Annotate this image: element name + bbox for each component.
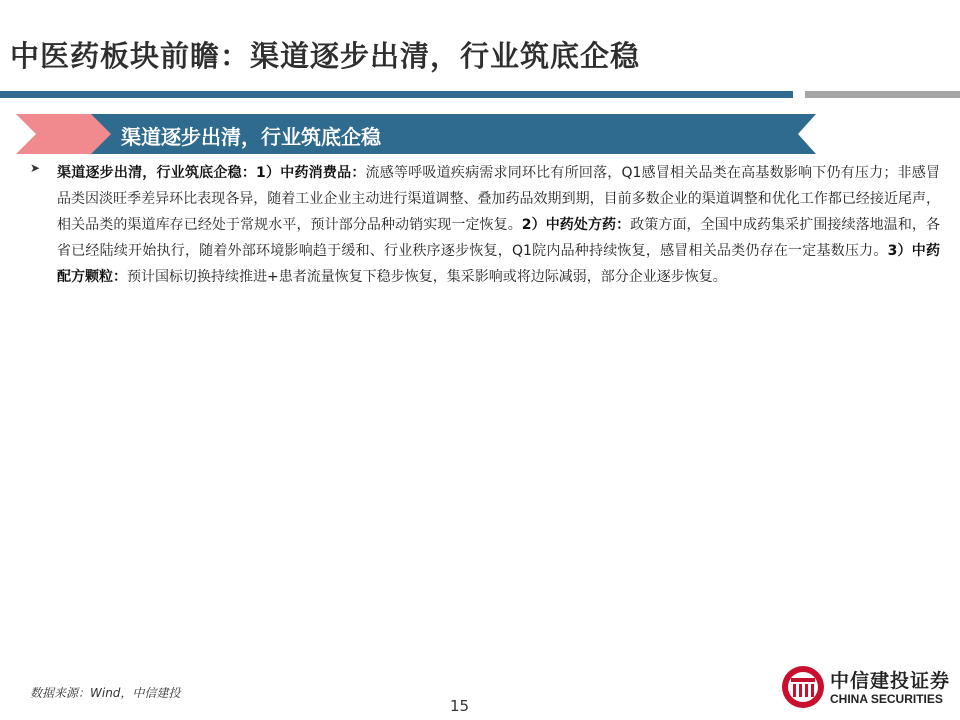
logo-chinese-name: 中信建投证券 — [830, 670, 951, 692]
point1-heading: 渠道逐步出清，行业筑底企稳：1）中药消费品： — [57, 165, 366, 181]
point3-heading: 3）中药配方颗粒： — [57, 243, 940, 285]
title-underline-blue — [0, 91, 793, 98]
logo-english-name: CHINA SECURITIES — [830, 692, 943, 706]
point2-heading: 2）中药处方药： — [521, 217, 631, 233]
title-underline-gray — [805, 91, 960, 98]
logo-emblem-icon — [780, 664, 826, 710]
section-banner — [16, 114, 816, 154]
point2-text: 政策方面，全国中成药集采扩围接续落地温和，各省已经陆续开始执行，随着外部环境影响趋于缓和、行业秩序逐步恢复，Q1院内品种持续恢复，感冒相关品类仍存在一定基数压力。 — [57, 217, 940, 259]
data-source-note: 数据来源：Wind，中信建投 — [30, 686, 181, 700]
point3-text: 预计国标切换持续推进+患者流量恢复下稳步恢复，集采影响或将边际减弱，部分企业逐步恢复。 — [127, 269, 727, 285]
page-number: 15 — [450, 697, 470, 715]
company-logo — [780, 664, 955, 714]
bullet-arrow-icon: ➤ — [30, 161, 41, 175]
banner-title: 渠道逐步出清，行业筑底企稳 — [121, 125, 381, 149]
point1-text: 流感等呼吸道疾病需求同环比有所回落，Q1感冒相关品类在高基数影响下仍有压力；非感冒品类因淡旺季差异环比表现各异，随着工业企业主动进行渠道调整、叠加药品效期到期，目前多数企业的渠道调整和优化工作都已经接近尾声，相关品类的渠道库存已经处于常规水平，预计部分品种动销实现一定恢复。 — [57, 165, 940, 233]
content-block — [30, 160, 940, 304]
body-paragraph — [57, 160, 940, 290]
page-title: 中医药板块前瞻：渠道逐步出清，行业筑底企稳 — [10, 39, 641, 73]
